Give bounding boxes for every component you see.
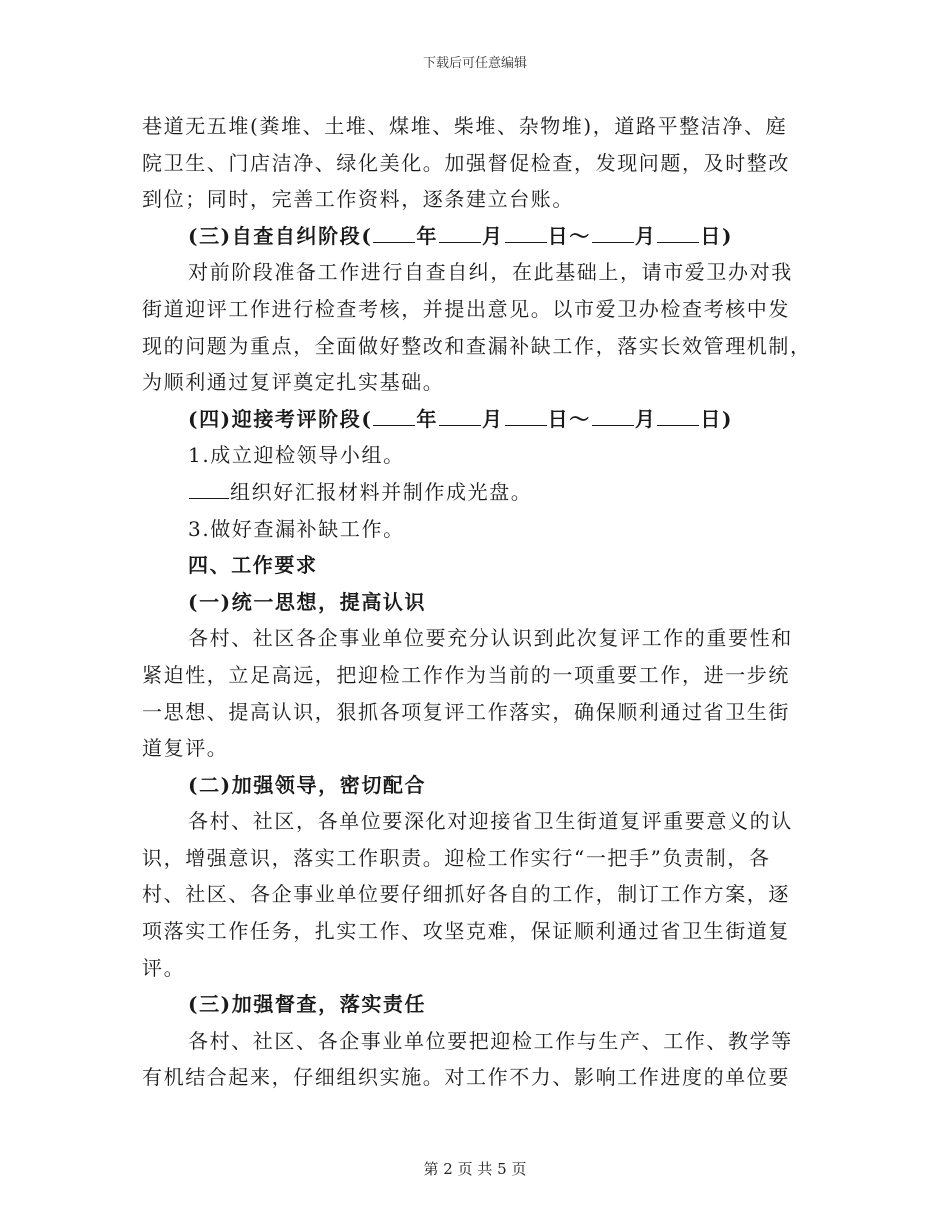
month-label: 月 [634, 223, 657, 248]
fill-blank [439, 218, 481, 243]
year-label: 年 [416, 406, 438, 431]
subsection-heading: (三)加强督查，落实责任 [188, 992, 427, 1017]
subsection-heading: (一)统一思想，提高认识 [188, 589, 427, 614]
fill-blank [189, 474, 229, 499]
paragraph-line: 道复评。 [142, 736, 229, 761]
paragraph-line: 一思想、提高认识，狠抓各项复评工作落实，确保顺利通过省卫生街 [142, 699, 790, 724]
paragraph-line: 各村、社区，各单位要深化对迎接省卫生街道复评重要意义的认 [188, 809, 793, 834]
section-heading: 四、工作要求 [188, 553, 318, 578]
fill-blank [657, 401, 699, 426]
month-label: 月 [634, 406, 657, 431]
list-item: 1.成立迎检领导小组。 [188, 443, 405, 468]
paragraph-line: 各村、社区各企事业单位要充分认识到此次复评工作的重要性和 [188, 626, 793, 651]
fill-blank [505, 218, 547, 243]
paragraph-line: 紧迫性，立足高远，把迎检工作作为当前的一项重要工作，进一步统 [142, 662, 790, 687]
page-header: 下载后可任意编辑 [422, 56, 527, 71]
paragraph-line: 村、社区、各企事业单位要仔细抓好各自的工作，制订工作方案，逐 [142, 882, 790, 907]
fill-blank [505, 401, 547, 426]
fill-blank [373, 218, 415, 243]
day-label: 日～ [547, 223, 591, 248]
heading-text: (三)自查自纠阶段( [188, 223, 373, 248]
heading-text: (四)迎接考评阶段( [188, 406, 373, 431]
fill-blank [439, 401, 481, 426]
paragraph-line: 各村、社区、各企事业单位要把迎检工作与生产、工作、教学等 [188, 1028, 793, 1053]
day-label: 日) [700, 406, 734, 431]
fill-blank [657, 218, 699, 243]
list-item: 3.做好查漏补缺工作。 [188, 516, 405, 541]
paragraph-line: 对前阶段准备工作进行自查自纠，在此基础上，请市爱卫办对我 [188, 260, 793, 285]
day-label: 日～ [547, 406, 591, 431]
subsection-heading: (二)加强领导，密切配合 [188, 772, 427, 797]
paragraph-line: 巷道无五堆(粪堆、土堆、煤堆、柴堆、杂物堆)，道路平整洁净、庭 [142, 114, 788, 138]
paragraph-line: 院卫生、门店洁净、绿化美化。加强督促检查，发现问题，及时整改 [142, 150, 790, 175]
list-item-text: 组织好汇报材料并制作成光盘。 [230, 479, 533, 504]
day-label: 日) [700, 223, 734, 248]
paragraph-line: 评。 [142, 955, 186, 980]
paragraph-line: 识，增强意识，落实工作职责。迎检工作实行“一把手”负责制，各 [142, 845, 771, 870]
paragraph-line: 街道迎评工作进行检查考核，并提出意见。以市爱卫办检查考核中发 [142, 296, 790, 321]
paragraph-line: 项落实工作任务，扎实工作、攻坚克难，保证顺利通过省卫生街道复 [142, 919, 790, 944]
fill-blank [373, 401, 415, 426]
paragraph-line: 现的问题为重点，全面做好整改和查漏补缺工作，落实长效管理机制， [142, 333, 812, 358]
stage-heading-4 [142, 401, 810, 438]
list-item [142, 474, 810, 511]
month-label: 月 [482, 406, 504, 431]
stage-heading-3 [142, 218, 810, 255]
page-footer: 第 2 页 共 5 页 [423, 1160, 527, 1178]
fill-blank [592, 401, 634, 426]
year-label: 年 [416, 223, 438, 248]
month-label: 月 [482, 223, 504, 248]
paragraph-line: 有机结合起来，仔细组织实施。对工作不力、影响工作进度的单位要 [142, 1065, 790, 1090]
fill-blank [592, 218, 634, 243]
paragraph-line: 为顺利通过复评奠定扎实基础。 [142, 370, 445, 395]
document-body [142, 108, 810, 1096]
paragraph-line: 到位；同时，完善工作资料，逐条建立台账。 [142, 187, 574, 212]
